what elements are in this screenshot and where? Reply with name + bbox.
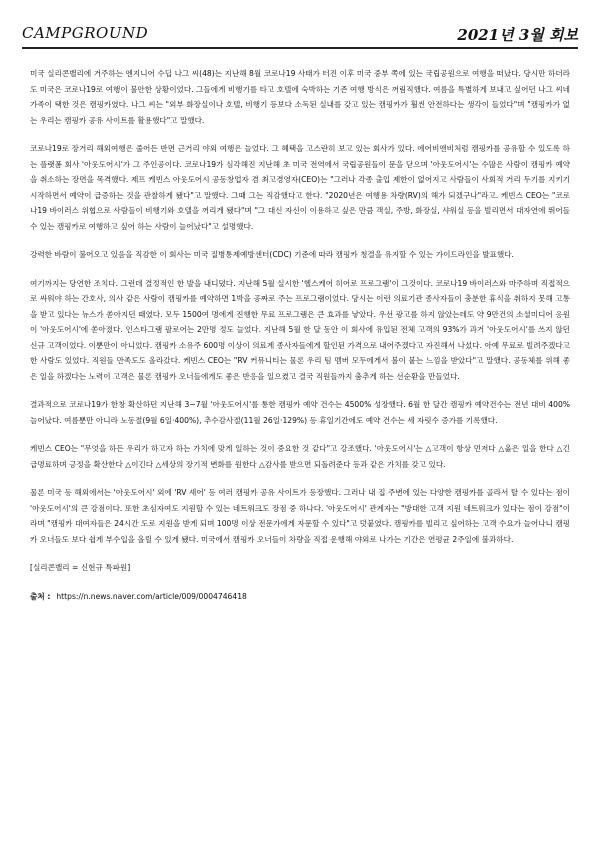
source-link[interactable]: https://n.news.naver.com/article/009/0004746418 — [56, 591, 247, 601]
article-body — [30, 66, 570, 604]
brand-name: CAMPGROUND — [22, 24, 149, 42]
header-divider — [22, 47, 578, 49]
article-paragraph: 코로나19로 장거리 해외여행은 줄어든 반면 근거리 야외 여행은 늘었다. 그 혜택을 고스란히 보고 있는 회사가 있다. 에어비앤비처럼 캠핑카를 공유할 수 있도록 하는 플랫폼 회사 '아웃도어시'가 그 주인공이다. 코로나19가 심각해진 지난해 초 미국 전역에서 국립공원들이 문을 닫으며 '아웃도어시'는 수많은 사람이 캠핑카 예약을 취소하는 장면을 목격했다. 제프 케빈스 아웃도어시 공동창업자 겸 최고경영자(CEO)는 "그러나 각종 출입 제한이 없어지고 사람들이 사회적 거리 두기를 지키기 시작하면서 예약이 급증하는 것을 관찰하게 됐다"고 말했다. 그때 그는 직감했다고 한다. "2020년은 여행용 차량(RV)의 해가 되겠구나"라고. 케빈스 CEO는 "코로나19 바이러스 위협으로 사람들이 비행기와 호텔을 꺼리게 됐다"며 "그 대신 자신이 이용하고 싶은 만큼 객실, 주방, 화장실, 샤워실 등을 빌리면서 대자연에 뛰어들 수 있는 캠핑카로 여행하고 싶어 하는 사람이 늘어났다"고 설명했다. — [30, 144, 570, 231]
source-line — [30, 589, 570, 605]
article-paragraph: 결과적으로 코로나19가 한창 확산하던 지난해 3~7월 '아웃도어시'를 통한 캠핑카 예약 건수는 4500% 성장했다. 6월 한 달간 캠핑카 예약건수는 전년 대비 400% 늘어났다. 여름뿐만 아니라 노동절(9월 6일·400%), 추수감사절(11월 26일·129%) 등 휴일기간에도 예약 건수는 세 자릿수 증가를 기록했다. — [30, 400, 570, 425]
article-paragraph: 미국 실리콘밸리에 거주하는 엔지니어 수딥 나그 씨(48)는 지난해 8월 코로나19 사태가 터진 이후 미국 중부 쪽에 있는 국립공원으로 여행을 떠났다. 당시만 하더라도 미국은 코로나19로 여행이 불안한 상황이었다. 그들에게 비행기를 타고 호텔에 숙박하는 기존 여행 방식은 꺼림직했다. 여름을 특별하게 보내고 싶어던 나그 씨네 가족이 택한 것은 캠핑카였다. 나그 씨는 "외부 화장실이나 호텔, 비행기 등보다 소독된 실내를 갖고 있는 캠핑카가 훨씬 안전하다는 생각이 들었다"며 "캠핑카가 없는 우리는 캠핑카 공유 사이트를 활용했다"고 말했다. — [30, 69, 570, 125]
article-paragraph: 케빈스 CEO는 "무엇을 하든 우리가 하고자 하는 가치에 맞게 일하는 것이 중요한 것 같다"고 강조했다. '아웃도어시'는 △고객이 항상 먼저다 △옳은 일을 한다 △긴급명료하며 긍정을 확산한다 △이긴다 △세상의 장기적 변화를 원한다 △감사를 받으면 되돌려준다 등과 같은 가치를 갖고 있다. — [30, 444, 570, 469]
page-header — [22, 24, 578, 46]
article-paragraph: 물론 미국 등 해외에서는 '아웃도어시' 외에 'RV 셰어' 등 여러 캠핑카 공유 사이트가 등장했다. 그러나 내 집 주변에 있는 다양한 캠핑카를 골라서 탈 수 있다는 점이 '아웃도어시'의 큰 강점이다. 또한 초심자여도 지원할 수 있는 네트워크도 장점 중 하나다. '아웃도어시' 관계자는 "방대한 고객 지원 네트워크가 있다는 점이 강점"이라며 "캠핑카 대여자들은 24시간 도로 지원을 받게 되며 100명 이상 전문가에게 자문할 수 있다"고 덧붙였다. 캠핑카를 빌리고 싶어하는 고객 수요가 늘어나니 캠핑카 오너들도 보다 쉽게 부수입을 올릴 수 있게 됐다. 미국에서 캠핑카 오너들이 차량을 직접 운행해 야외로 나가는 기간은 연평균 2주일에 불과하다. — [30, 488, 570, 544]
article-paragraph: 여기까지는 당연한 조치다. 그런데 결정적인 한 발을 내디뎠다. 지난해 5월 실시한 '헬스케어 히어로 프로그램'이 그것이다. 코로나19 바이러스와 마주하며 직접적으로 싸워야 하는 간호사, 의사 같은 사람이 캠핑카를 예약하면 1박을 공짜로 주는 프로그램이었다. 당시는 이런 의료기관 종사자들이 충분한 휴식을 취하지 못해 고통을 받고 있다는 뉴스가 쏟아지던 때였다. 모두 1500여 명에게 진행한 무료 프로그램은 큰 효과를 낳았다. 우선 광고를 하지 않았는데도 약 9만건의 소셜미디어 응원이 '아웃도어시'에 쏟아졌다. 인스타그램 팔로어는 2만명 정도 늘었다. 지난해 5월 한 달 동안 이 회사에 유입된 전체 고객의 93%가 과거 '아웃도어시'를 쓰지 않던 신규 고객이었다. 이뿐만이 아니었다. 캠핑카 소유주 600명 이상이 의료계 종사자들에게 할인된 가격으로 내어주겠다고 자진해서 나섰다. 아예 무료로 빌려주겠다고 한 사람도 있었다. 직원들 만족도도 올라갔다. 케빈스 CEO는 "RV 커뮤니티는 물론 우리 팀 멤버 모두에게서 불이 붙는 느낌을 받았다"고 말했다. 공동체를 위해 좋은 일을 하겠다는 노력이 고객은 물론 캠핑카 오너들에게도 좋은 반응을 일으켰고 결국 직원들까지 춤추게 하는 선순환을 만들었다. — [30, 278, 570, 381]
source-label: 출처 : — [30, 591, 51, 601]
issue-date: 2021년 3월 회보 — [457, 26, 578, 44]
byline: [실리콘밸리 = 신현규 특파원] — [30, 563, 131, 572]
article-paragraph: 강력한 바람이 불어오고 있음을 직감한 이 회사는 미국 질병통제예방센터(CDC) 기준에 따라 캠핑카 청결을 유지할 수 있는 가이드라인을 발표했다. — [30, 250, 514, 259]
